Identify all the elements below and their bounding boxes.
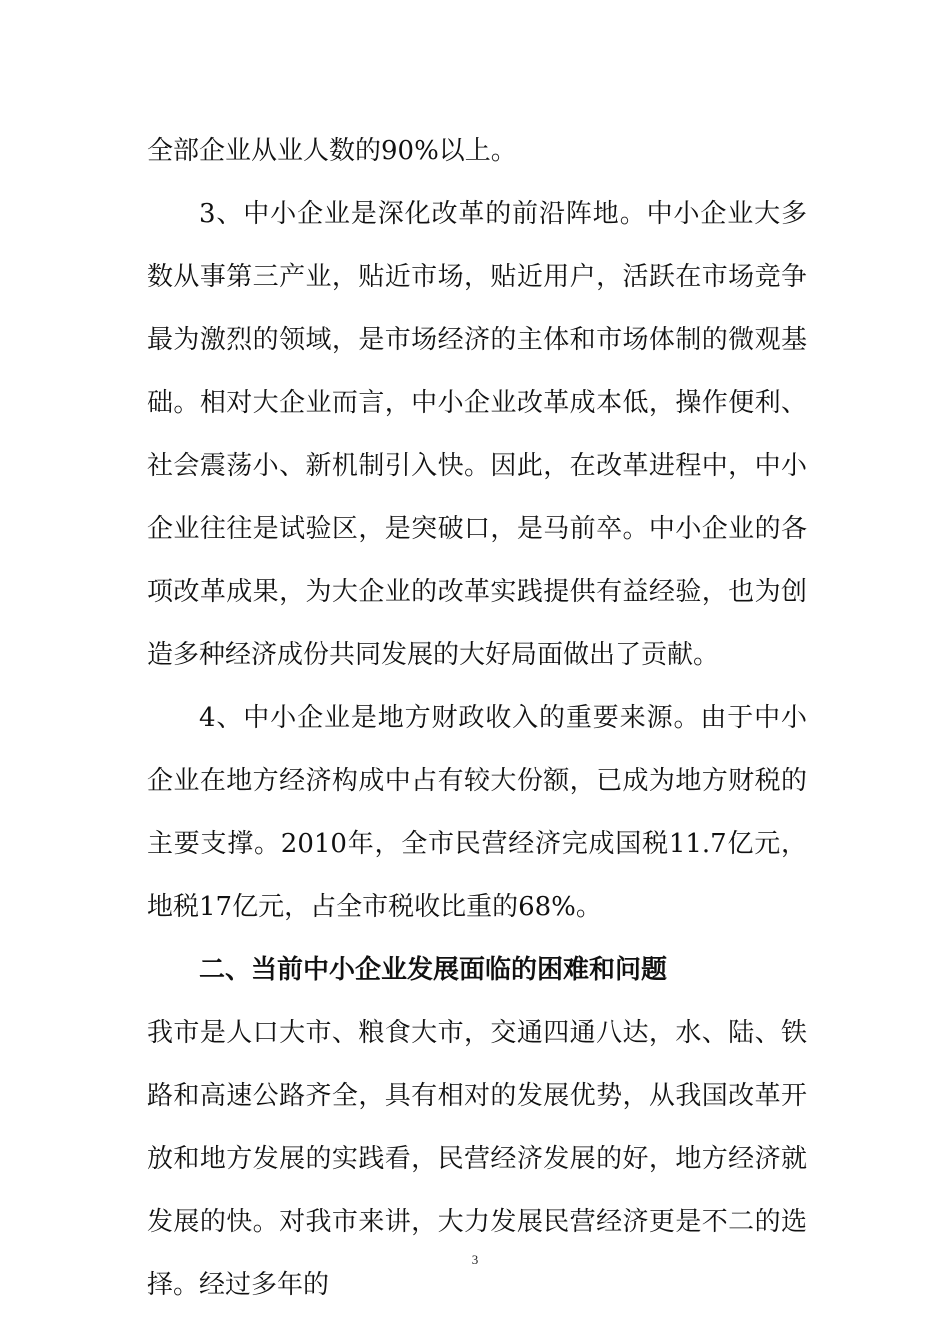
page-number: 3 — [471, 1252, 479, 1267]
paragraph-continuation: 全部企业从业人数的90%以上。 — [147, 136, 517, 166]
paragraph-section-2: 我市是人口大市、粮食大市，交通四通八达，水、陆、铁路和高速公路齐全，具有相对的发展优势，从我国改革开放和地方发展的实践看，民营经济发展的好，地方经济就发展的快。对我市来讲，大力发展民营经济更是不二的选择。经过多年的 — [147, 1018, 807, 1300]
paragraph-point-3: 3、中小企业是深化改革的前沿阵地。中小企业大多数从事第三产业，贴近市场，贴近用户，活跃在市场竞争最为激烈的领域，是市场经济的主体和市场体制的微观基础。相对大企业而言，中小企业改革成本低，操作便利、社会震荡小、新机制引入快。因此，在改革进程中，中小企业往往是试验区，是突破口，是马前卒。中小企业的各项改革成果，为大企业的改革实践提供有益经验，也为创造多种经济成份共同发展的大好局面做出了贡献。 — [147, 199, 807, 670]
section-heading: 二、当前中小企业发展面临的困难和问题 — [199, 955, 668, 985]
paragraph-point-4: 4、中小企业是地方财政收入的重要来源。由于中小企业在地方经济构成中占有较大份额，已成为地方财税的主要支撑。2010年，全市民营经济完成国税11.7亿元，地税17亿元，占全市税收比重的68%。 — [147, 703, 807, 922]
body-text — [147, 120, 807, 1317]
